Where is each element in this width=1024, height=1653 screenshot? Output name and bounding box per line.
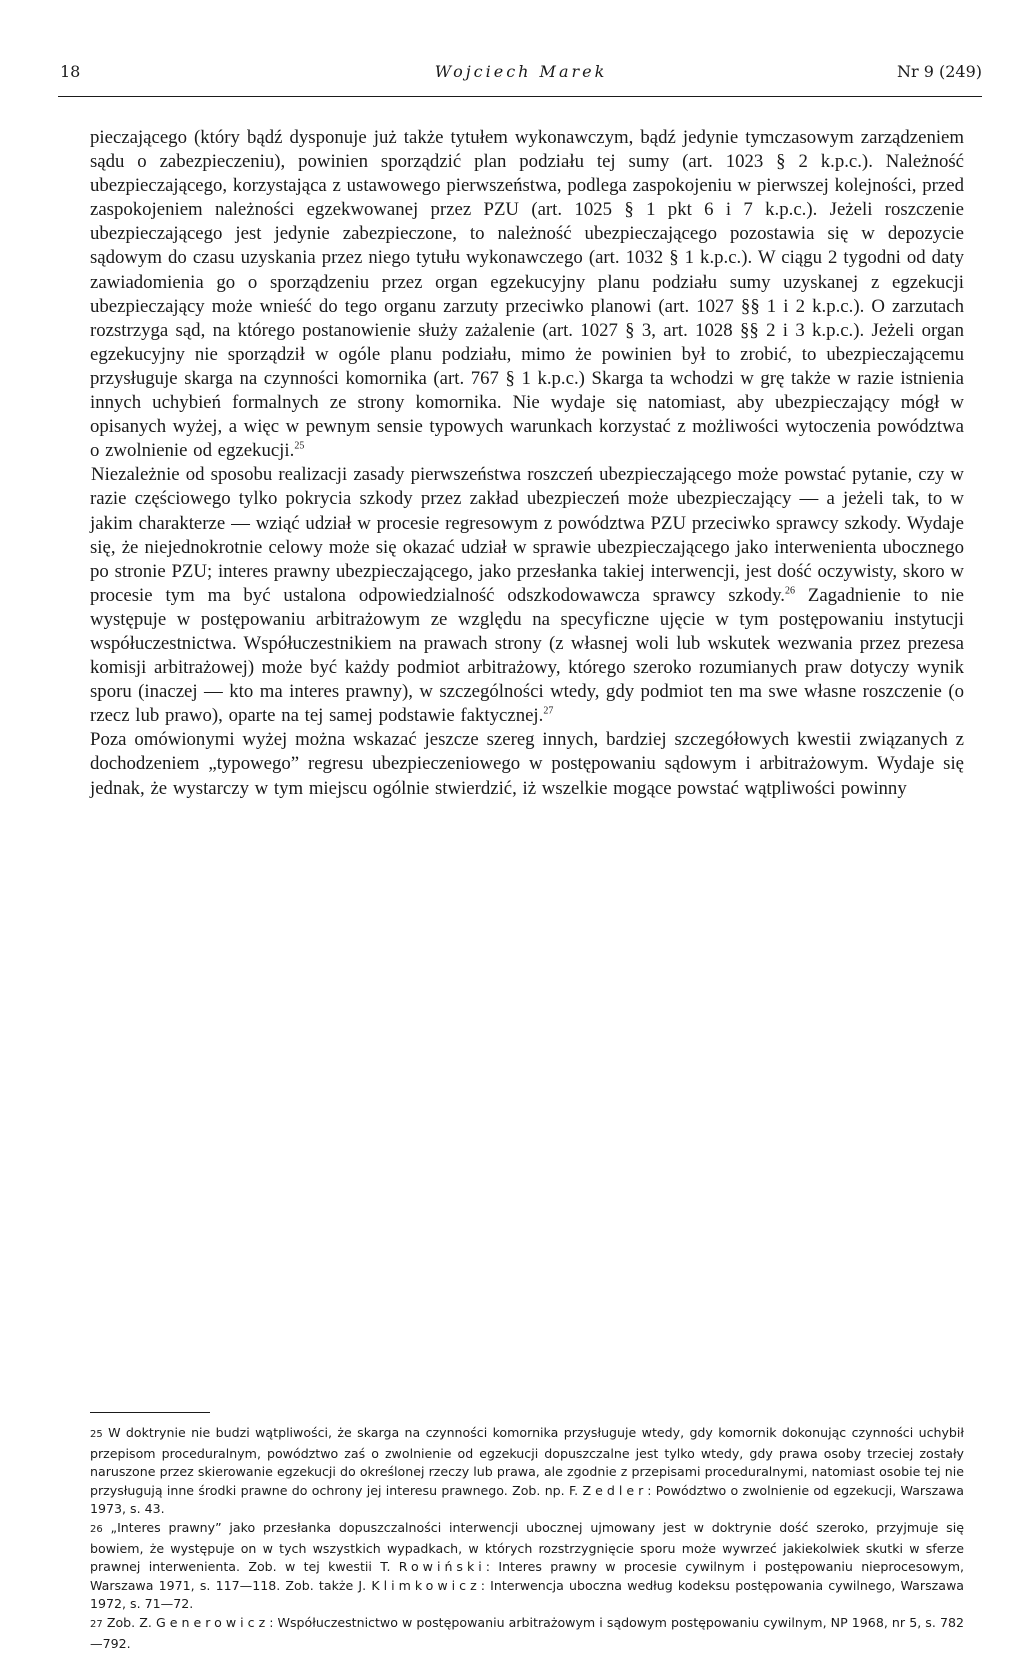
running-head-author: Wojciech Marek — [434, 62, 608, 81]
paragraph — [90, 126, 964, 463]
paragraph-text: Poza omówionymi wyżej można wskazać jeszcze szereg innych, bardziej szczegółowych kwestii związanych z dochodzeniem „typowego” regresu ubezpieczeniowego w postępowaniu sądowym i arbitrażowym. Wydaje się jednak, że wystarczy w tym miejscu ogólnie stwierdzić, iż wszelkie mogące powstać wątpliwości powinny — [90, 729, 964, 799]
paragraph-text: pieczającego (który bądź dysponuje już także tytułem wykonawczym, bądź jedynie tymczasowym zarządzeniem sądu o zabezpieczeniu), powinien sporządzić plan podziału tej sumy (art. 1023 § 2 k.p.c.). Należność ubezpieczającego, korzystająca z ustawowego pierwszeństwa, podlega zaspokojeniu w pierwszej kolejności, przed zaspokojeniem należności egzekwowanej przez PZU (art. 1025 § 1 pkt 6 i 7 k.p.c.). Jeżeli roszczenie ubezpieczającego jest jedynie zabezpieczone, to należność ubezpieczającego pozostawia się w depozycie sądowym do czasu uzyskania przez niego tytułu wykonawczego (art. 1032 § 1 k.p.c.). W ciągu 2 tygodni od daty zawiadomienia go o sporządzeniu przez organ egzekucyjny planu podziału sumy uzyskanej z egzekucji ubezpieczający może wnieść do tego organu zarzuty przeciwko planowi (art. 1027 §§ 1 i 2 k.p.c.). O zarzutach rozstrzyga sąd, na którego postanowienie służy zażalenie (art. 1027 § 3, art. 1028 §§ 2 i 3 k.p.c.). Jeżeli organ egzekucyjny nie sporządził w ogóle planu podziału, mimo że powinien był to zrobić, to ubezpieczającemu przysługuje skarga na czynności komornika (art. 767 § 1 k.p.c.) Skarga ta wchodzi w grę także w razie istnienia innych uchybień formalnych ze strony komornika. Nie wydaje się natomiast, aby ubezpieczający mógł w opisanych wyżej, a więc w pewnym sensie typowych warunkach korzystać z możliwości wytoczenia powództwa o zwolnienie od egzekucji. — [90, 127, 964, 462]
main-text — [90, 126, 964, 801]
footnote-text: : Powództwo o zwolnienie od egzekucji, Warszawa 1973, s. 43. — [90, 1482, 964, 1517]
footnote-number: 27 — [90, 1618, 103, 1630]
footnote-text: W doktrynie nie budzi wątpliwości, że skarga na czynności komornika przysługuje wtedy, gdy komornik dokonując czynności uchybił przepisom proceduralnym, powództwo zaś o zwolnienie od egzekucji dopuszczalne jest tylko wtedy, gdy prawa osoby trzeciej zostały naruszone przez skierowanie egzekucji do określonej rzeczy lub prawa, ale zgodnie z przepisami proceduralnymi, natomiast osobie tej nie przysługują inne środki prawne do ochrony jej interesu prawnego. Zob. np. F. — [90, 1425, 964, 1498]
running-header — [60, 62, 982, 94]
footnote-rule — [90, 1412, 210, 1413]
footnote-text: : Interes prawny w procesie cywilnym i postępowaniu nieprocesowym, Warszawa 1971, s. 117—118. Zob. także J. — [90, 1559, 964, 1593]
footnote-author: Zedler — [582, 1482, 648, 1498]
footnote-text: : Interwencja uboczna według kodeksu postępowania cywilnego, Warszawa 1972, s. 71—72. — [90, 1577, 964, 1612]
footnote-ref: 25 — [294, 440, 305, 452]
footnotes — [90, 1424, 964, 1653]
footnote — [90, 1519, 964, 1614]
paragraph — [90, 728, 964, 800]
footnote-ref: 27 — [543, 705, 554, 717]
issue-number: Nr 9 (249) — [896, 62, 982, 81]
header-rule — [58, 96, 982, 97]
footnote-text: „Interes prawny” jako przesłanka dopuszczalności interwencji ubocznej ujmowany jest w doktrynie dość szeroko, przyjmuje się bowiem, że występuje on w tych wszystkich wypadkach, w których rozstrzygnięcie sporu może wywrzeć jakiekolwiek skutki w sferze prawnej interwenienta. Zob. w tej kwestii T. — [90, 1519, 964, 1575]
footnote-author: Klimkowicz — [371, 1577, 481, 1593]
paragraph-text: Zagadnienie to nie występuje w postępowaniu arbitrażowym ze względu na specyficzne ujęcie w tym postępowaniu instytucji współuczestnictwa. Współuczestnikiem na prawach strony (z własnej woli lub wskutek wezwania przez prezesa komisji arbitrażowej) może być każdy podmiot arbitrażowy, którego szeroko rozumianych praw dotyczy wynik sporu (inaczej — kto ma interes prawny), w szczególności wtedy, gdy podmiot ten ma swe własne roszczenie (o rzecz lub prawo), oparte na tej samej podstawie faktycznej. — [90, 584, 965, 727]
footnote-author: Rowiński — [398, 1559, 486, 1575]
footnote — [90, 1614, 964, 1653]
paragraph — [90, 463, 964, 728]
footnote — [90, 1424, 964, 1519]
footnote-number: 26 — [90, 1523, 103, 1535]
footnote-author: Generowicz — [156, 1614, 270, 1630]
footnote-text: Zob. Z. — [106, 1614, 156, 1630]
footnote-number: 25 — [90, 1429, 103, 1440]
paragraph-text: Niezależnie od sposobu realizacji zasady pierwszeństwa roszczeń ubezpieczającego może powstać pytanie, czy w razie częściowego tylko pokrycia szkody przez zakład ubezpieczeń może ubezpieczający — a jeżeli tak, to w jakim charakterze — wziąć udział w procesie regresowym z powództwa PZU przeciwko sprawcy szkody. Wydaje się, że niejednokrotnie celowy może się okazać udział w sprawie ubezpieczającego jako interwenienta ubocznego po stronie PZU; interes prawny ubezpieczającego, jako przesłanka takiej interwencji, jest dość oczywisty, skoro w procesie tym ma być ustalona odpowiedzialność odszkodowawcza sprawcy szkody. — [90, 464, 964, 606]
page-number: 18 — [60, 62, 81, 81]
footnote-ref: 26 — [784, 585, 795, 597]
footnote-text: : Współuczestnictwo w postępowaniu arbitrażowym i sądowym postępowaniu cywilnym, NP 1968, nr 5, s. 782—792. — [90, 1614, 964, 1651]
